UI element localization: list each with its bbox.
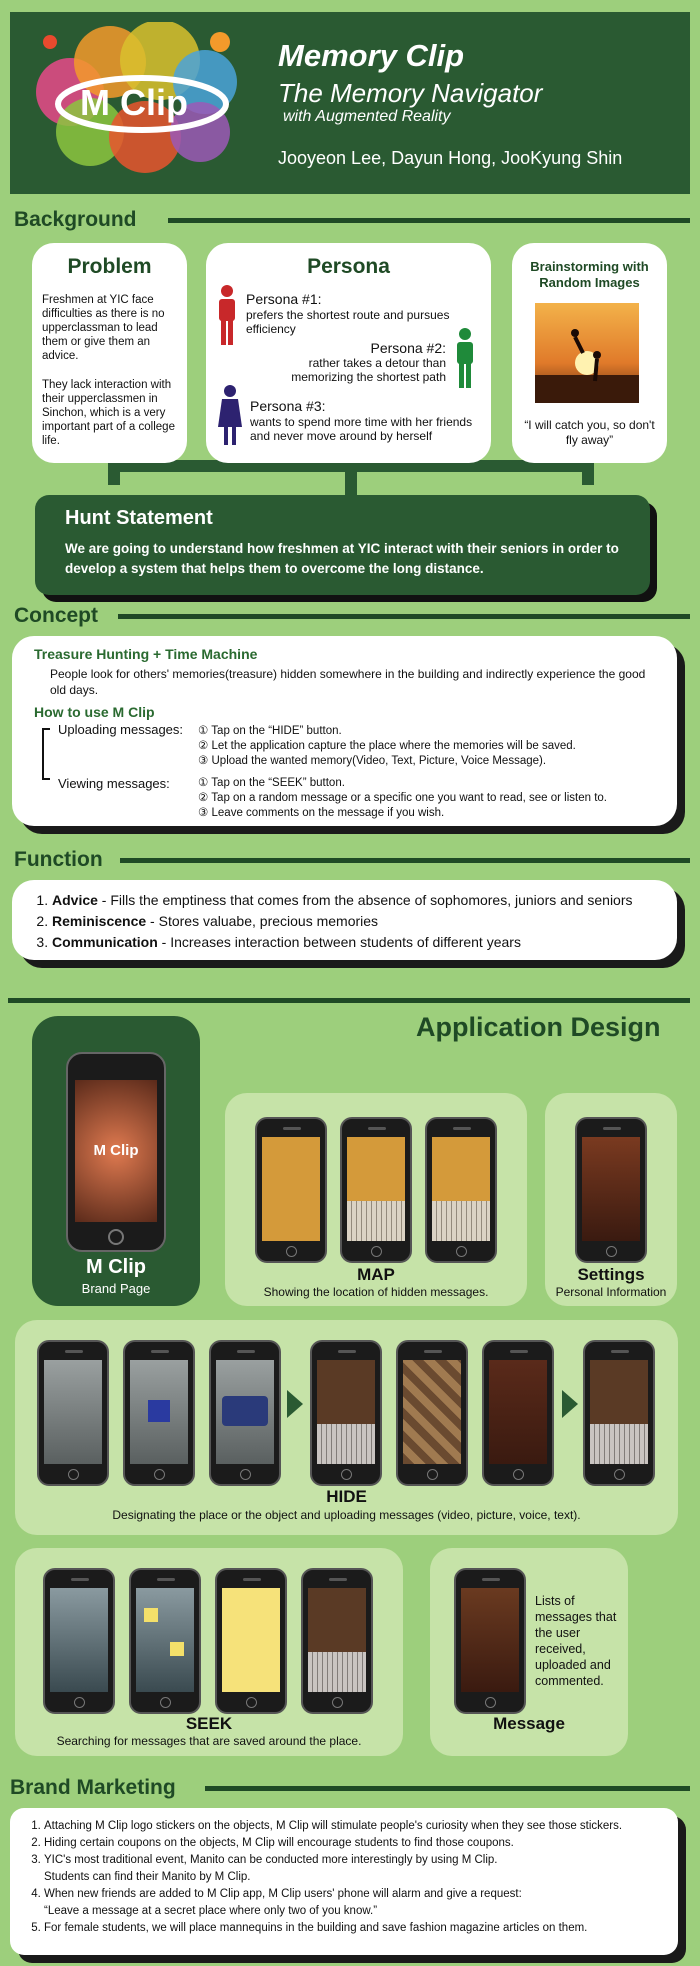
seek-phone [129, 1568, 201, 1714]
section-title-brand-marketing: Brand Marketing [10, 1776, 176, 1799]
uploading-label: Uploading messages: [58, 722, 184, 737]
brainstorm-title: Brainstorming with Random Images [530, 259, 649, 290]
persona-2-desc: rather takes a detour than memorizing the shortest path [291, 356, 446, 384]
function-list [30, 890, 633, 953]
logo-text: M Clip [80, 82, 188, 123]
persona-2-name: Persona #2: [370, 340, 446, 356]
brand-marketing-item: 1. Attaching M Clip logo stickers on the objects, M Clip will stimulate people's curiosity when they see those stickers. [44, 1818, 672, 1835]
function-item: 2. Reminiscence - Stores valuabe, precious memories [52, 911, 633, 932]
brand-marketing-item-extra: Students can find their Manito by M Clip. [44, 1871, 251, 1883]
bracket [42, 728, 50, 780]
problem-title: Problem [67, 255, 152, 278]
brand-marketing-item: 4. When new friends are added to M Clip app, M Clip users' phone will alarm and give a request: “Leave a message at a secret place where only two of you know.” [44, 1886, 672, 1920]
sunset-couple-image [535, 303, 639, 403]
seek-panel [15, 1548, 403, 1756]
map-phone [255, 1117, 327, 1263]
treasure-hunting-title: Treasure Hunting + Time Machine [34, 646, 258, 662]
brand-marketing-item: 5. For female students, we will place mannequins in the building and save fashion magazine articles on them. [44, 1920, 672, 1937]
hide-phone [396, 1340, 468, 1486]
seek-caption: Searching for messages that are saved around the place. [56, 1734, 362, 1748]
brainstorm-card [512, 243, 667, 463]
hide-panel [15, 1320, 678, 1535]
hide-phone [310, 1340, 382, 1486]
uploading-step: ② Let the application capture the place where the memories will be saved. [198, 740, 576, 752]
arrow-right-icon [287, 1390, 303, 1418]
persona-3-desc: wants to spend more time with her friends and never move around by herself [250, 415, 473, 443]
hunt-statement-box [35, 495, 650, 595]
hide-caption: Designating the place or the object and uploading messages (video, picture, voice, text). [112, 1508, 581, 1522]
brand-marketing-item: 2. Hiding certain coupons on the objects, M Clip will encourage students to find those coupons. [44, 1835, 672, 1852]
persona-1-name: Persona #1: [246, 291, 322, 307]
poster-title: Memory Clip [278, 38, 465, 73]
persona-title: Persona [307, 255, 390, 278]
map-phone [425, 1117, 497, 1263]
viewing-step: ② Tap on a random message or a specific one you want to read, see or listen to. [198, 792, 607, 804]
seek-phone [43, 1568, 115, 1714]
seek-title: SEEK [185, 1714, 233, 1733]
how-to-use-title: How to use M Clip [34, 704, 155, 720]
brand-marketing-card [10, 1808, 678, 1955]
poster-authors: Jooyeon Lee, Dayun Hong, JooKyung Shin [278, 148, 623, 168]
function-item: 1. Advice - Fills the emptiness that comes from the absence of sophomores, juniors and seniors [52, 890, 633, 911]
section-title-function: Function [14, 848, 103, 871]
message-title: Message [493, 1714, 565, 1733]
settings-phone [575, 1117, 647, 1263]
male-red-icon [216, 285, 238, 347]
seek-phone [301, 1568, 373, 1714]
brainstorm-quote: “I will catch you, so don't fly away” [524, 418, 655, 447]
hunt-statement-title: Hunt Statement [65, 507, 213, 529]
section-title-background: Background [14, 208, 137, 231]
brand-marketing-item: 3. YIC's most traditional event, Manito can be conducted more interestingly by using M Clip. Students can find their Manito by M Clip. [44, 1852, 672, 1886]
female-purple-icon [218, 385, 242, 447]
hide-phone [583, 1340, 655, 1486]
problem-text-1: Freshmen at YIC face difficulties as there is no upperclassman to lead them or give them an advice. [42, 294, 165, 362]
hide-title: HIDE [326, 1487, 367, 1506]
viewing-steps [198, 776, 607, 821]
brand-page-panel [32, 1016, 200, 1306]
problem-card [32, 243, 187, 463]
poster-subtitle-ar: with Augmented Reality [283, 108, 451, 125]
concept-card [12, 636, 677, 826]
section-title-app-design: Application Design [416, 1012, 661, 1042]
brand-phone-logo: M Clip [93, 1142, 139, 1159]
hide-phone [209, 1340, 281, 1486]
treasure-hunting-text: People look for others' memories(treasure) hidden somewhere in the building and indirectly experience the good old days. [50, 667, 646, 697]
settings-caption: Personal Information [555, 1285, 667, 1299]
message-phone [454, 1568, 526, 1714]
viewing-label: Viewing messages: [58, 776, 170, 791]
persona-card [206, 243, 491, 463]
male-green-icon [454, 328, 476, 390]
section-divider [168, 218, 690, 223]
problem-text-2: They lack interaction with their upperclassmen in Sinchon, which is a very important part of a college life. [42, 379, 175, 447]
hide-phone [482, 1340, 554, 1486]
seek-phone [215, 1568, 287, 1714]
hide-phone [123, 1340, 195, 1486]
section-title-concept: Concept [14, 604, 98, 627]
brand-marketing-item-extra: “Leave a message at a secret place where only two of you know.” [44, 1905, 378, 1917]
hide-phone [37, 1340, 109, 1486]
map-phone [340, 1117, 412, 1263]
message-caption: Lists of messages that the user received, uploaded and commented. [535, 1594, 617, 1688]
brand-marketing-list [22, 1818, 672, 1937]
function-item: 3. Communication - Increases interaction between students of different years [52, 932, 633, 953]
map-title: MAP [357, 1265, 395, 1284]
uploading-step: ③ Upload the wanted memory(Video, Text, Picture, Voice Message). [198, 755, 547, 767]
brand-title: M Clip [86, 1256, 146, 1278]
section-divider [120, 858, 690, 863]
section-divider [8, 998, 690, 1003]
home-button-icon [108, 1229, 124, 1245]
hunt-statement-text: We are going to understand how freshmen at YIC interact with their seniors in order to develop a system that helps them to overcome the long distance. [65, 541, 619, 576]
persona-3-name: Persona #3: [250, 398, 326, 414]
settings-title: Settings [577, 1265, 645, 1284]
section-divider [118, 614, 690, 619]
settings-panel [545, 1093, 677, 1306]
viewing-step: ③ Leave comments on the message if you wish. [198, 807, 445, 819]
map-panel [225, 1093, 527, 1306]
section-divider [205, 1786, 690, 1791]
message-panel [430, 1548, 628, 1756]
uploading-step: ① Tap on the “HIDE” button. [198, 725, 342, 737]
viewing-step: ① Tap on the “SEEK” button. [198, 777, 345, 789]
poster-subtitle: The Memory Navigator [278, 78, 543, 108]
persona-1-desc: prefers the shortest route and pursues efficiency [246, 308, 450, 336]
arrow-right-icon [562, 1390, 578, 1418]
function-card [12, 880, 677, 960]
map-caption: Showing the location of hidden messages. [263, 1285, 489, 1299]
brand-caption: Brand Page [81, 1281, 151, 1296]
brand-phone [66, 1052, 166, 1252]
uploading-steps [198, 724, 576, 769]
